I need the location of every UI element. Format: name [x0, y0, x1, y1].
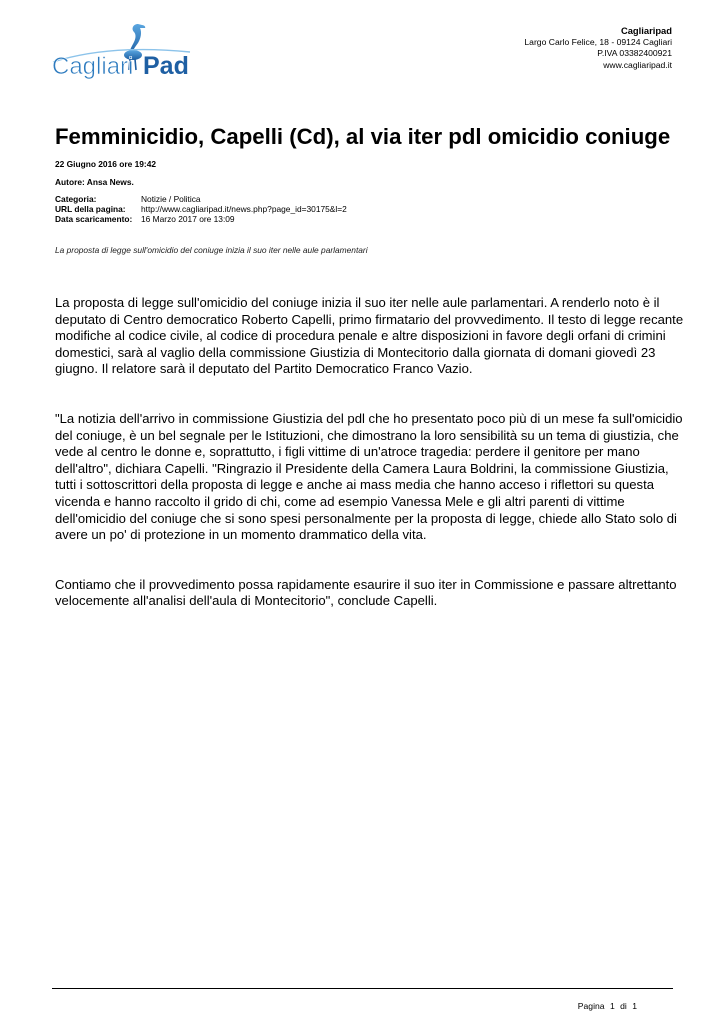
- meta-key: Data scaricamento:: [55, 214, 133, 225]
- meta-value: 16 Marzo 2017 ore 13:09: [141, 214, 235, 225]
- company-info: [524, 25, 672, 71]
- page-label: Pagina: [577, 1001, 605, 1011]
- article-paragraph: Contiamo che il provvedimento possa rapidamente esaurire il suo iter in Commissione e passare altrettanto velocemente all'analisi dell'aula di Montecitorio", conclude Capelli.: [55, 576, 677, 609]
- meta-row-url: [55, 204, 347, 214]
- article-title: Femminicidio, Capelli (Cd), al via iter pdl omicidio coniuge: [55, 124, 671, 149]
- article-body: [55, 295, 685, 643]
- meta-row-download-date: [55, 214, 347, 224]
- article-author: Autore: Ansa News.: [55, 177, 134, 187]
- company-address: Largo Carlo Felice, 18 - 09124 Cagliari: [524, 36, 672, 47]
- footer-divider: [52, 988, 673, 989]
- page-current: 1: [609, 1001, 615, 1011]
- meta-row-category: [55, 194, 347, 204]
- article-paragraph: La proposta di legge sull'omicidio del coniuge inizia il suo iter nelle aule parlamentari. A renderlo noto è il deputato di Centro democratico Roberto Capelli, primo firmatario del provvedimento. Il testo di legge recante modifiche al codice civile, al codice di procedura penale e altre disposizioni in favore degli orfani di crimini domestici, sarà al vaglio della commissione Giustizia di Montecitorio dalla giornata di domani giovedì 23 giugno. Il relatore sarà il deputato del Partito Democratico Franco Vazio.: [55, 295, 684, 377]
- logo-text-pad: Pad: [143, 52, 189, 80]
- company-vat: P.IVA 03382400921: [597, 48, 672, 59]
- meta-value: Notizie / Politica: [141, 194, 201, 204]
- company-name: Cagliaripad: [620, 25, 672, 36]
- logo-text-cagliari: Cagliari: [52, 53, 134, 80]
- logo: [50, 22, 195, 86]
- company-website[interactable]: www.cagliaripad.it: [603, 59, 672, 70]
- flamingo-logo-icon: [50, 22, 195, 86]
- meta-url-link[interactable]: http://www.cagliaripad.it/news.php?page_id=30175&l=2: [141, 204, 347, 215]
- article-meta: [55, 194, 347, 225]
- article-date: 22 Giugno 2016 ore 19:42: [55, 159, 157, 169]
- article-summary: La proposta di legge sull'omicidio del coniuge inizia il suo iter nelle aule parlamentari: [55, 245, 368, 255]
- page-number: [578, 1001, 637, 1011]
- article-paragraph: "La notizia dell'arrivo in commissione Giustizia del pdl che ho presentato poco più di un mese fa sull'omicidio del coniuge, è un bel segnale per le Istituzioni, che dimostrano la loro sensibilità su un tema di giustizia, che vede al centro le donne e, soprattutto, i figli vittime di un'atroce tragedia: perdere il genitore per mano dell'altro", dichiara Capelli. "Ringrazio il Presidente della Camera Laura Boldrini, la commissione Giustizia, tutti i sottoscrittori della proposta di legge e anche ai mass media che hanno acceso i riflettori su questa vicenda e hanno raccolto il grido di chi, come ad esempio Vanessa Mele e gli altri parenti di vittime dell'omicidio del coniuge che si sono spesi personalmente per la proposta di legge, chiede allo Stato solo di avere un po' di protezione in un momento drammatico della vita.: [55, 410, 683, 543]
- page-total: 1: [632, 1001, 637, 1011]
- meta-key: URL della pagina:: [55, 204, 126, 215]
- page-of: di: [620, 1001, 627, 1011]
- meta-key: Categoria:: [55, 194, 97, 204]
